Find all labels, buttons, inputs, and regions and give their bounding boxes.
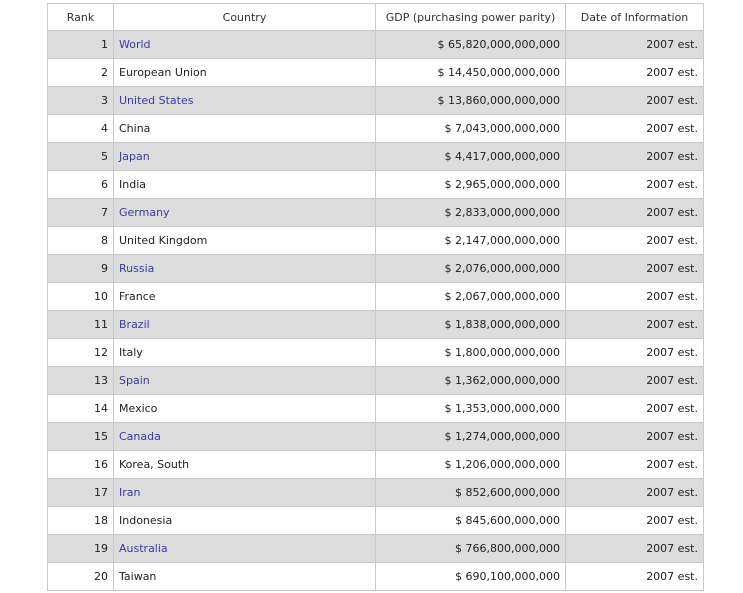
header-row [48,4,704,31]
country-cell: Taiwan [114,563,376,591]
table-row [48,451,704,479]
gdp-cell: $ 690,100,000,000 [376,563,566,591]
rank-cell: 11 [48,311,114,339]
country-link[interactable]: Canada [114,423,376,451]
table-row [48,563,704,591]
country-link[interactable]: Germany [114,199,376,227]
table-row [48,283,704,311]
gdp-cell: $ 766,800,000,000 [376,535,566,563]
country-cell: Indonesia [114,507,376,535]
country-cell: China [114,115,376,143]
date-cell: 2007 est. [566,199,704,227]
table-header [48,4,704,31]
country-link[interactable]: Iran [114,479,376,507]
table-row [48,171,704,199]
date-cell: 2007 est. [566,115,704,143]
table-row [48,199,704,227]
table-body [48,31,704,591]
country-column-header[interactable]: Country [114,4,376,31]
gdp-cell: $ 14,450,000,000,000 [376,59,566,87]
gdp-cell: $ 4,417,000,000,000 [376,143,566,171]
date-cell: 2007 est. [566,367,704,395]
gdp-cell: $ 845,600,000,000 [376,507,566,535]
table-row [48,255,704,283]
table-row [48,339,704,367]
rank-cell: 7 [48,199,114,227]
date-cell: 2007 est. [566,451,704,479]
date-cell: 2007 est. [566,395,704,423]
rank-cell: 18 [48,507,114,535]
rank-cell: 6 [48,171,114,199]
date-cell: 2007 est. [566,479,704,507]
date-cell: 2007 est. [566,87,704,115]
gdp-cell: $ 2,965,000,000,000 [376,171,566,199]
country-link[interactable]: United States [114,87,376,115]
table-row [48,423,704,451]
country-cell: United Kingdom [114,227,376,255]
country-link[interactable]: Australia [114,535,376,563]
gdp-cell: $ 7,043,000,000,000 [376,115,566,143]
rank-cell: 3 [48,87,114,115]
rank-cell: 16 [48,451,114,479]
country-cell: India [114,171,376,199]
table-row [48,143,704,171]
date-cell: 2007 est. [566,339,704,367]
country-link[interactable]: Japan [114,143,376,171]
date-cell: 2007 est. [566,227,704,255]
gdp-ranking-table-container [47,3,703,591]
date-cell: 2007 est. [566,507,704,535]
date-cell: 2007 est. [566,59,704,87]
rank-cell: 19 [48,535,114,563]
country-link[interactable]: Brazil [114,311,376,339]
rank-cell: 10 [48,283,114,311]
gdp-cell: $ 1,838,000,000,000 [376,311,566,339]
date-cell: 2007 est. [566,311,704,339]
date-cell: 2007 est. [566,171,704,199]
country-link[interactable]: World [114,31,376,59]
gdp-cell: $ 13,860,000,000,000 [376,87,566,115]
date-cell: 2007 est. [566,143,704,171]
table-row [48,87,704,115]
country-cell: Italy [114,339,376,367]
table-row [48,31,704,59]
date-cell: 2007 est. [566,563,704,591]
rank-cell: 5 [48,143,114,171]
rank-cell: 8 [48,227,114,255]
rank-cell: 1 [48,31,114,59]
rank-cell: 9 [48,255,114,283]
country-cell: European Union [114,59,376,87]
rank-cell: 12 [48,339,114,367]
table-row [48,367,704,395]
rank-cell: 20 [48,563,114,591]
date-column-header[interactable]: Date of Information [566,4,704,31]
table-row [48,59,704,87]
date-cell: 2007 est. [566,535,704,563]
date-cell: 2007 est. [566,283,704,311]
gdp-cell: $ 1,206,000,000,000 [376,451,566,479]
gdp-cell: $ 2,076,000,000,000 [376,255,566,283]
table-row [48,479,704,507]
rank-cell: 2 [48,59,114,87]
gdp-cell: $ 1,362,000,000,000 [376,367,566,395]
rank-cell: 4 [48,115,114,143]
table-row [48,311,704,339]
country-cell: France [114,283,376,311]
country-link[interactable]: Spain [114,367,376,395]
date-cell: 2007 est. [566,31,704,59]
date-cell: 2007 est. [566,423,704,451]
rank-cell: 14 [48,395,114,423]
rank-cell: 15 [48,423,114,451]
table-row [48,227,704,255]
country-cell: Mexico [114,395,376,423]
gdp-column-header[interactable]: GDP (purchasing power parity) [376,4,566,31]
table-row [48,395,704,423]
gdp-cell: $ 852,600,000,000 [376,479,566,507]
rank-cell: 13 [48,367,114,395]
rank-column-header[interactable]: Rank [48,4,114,31]
rank-cell: 17 [48,479,114,507]
table-row [48,115,704,143]
table-row [48,535,704,563]
gdp-cell: $ 2,067,000,000,000 [376,283,566,311]
gdp-cell: $ 2,147,000,000,000 [376,227,566,255]
gdp-ranking-table [47,3,704,591]
gdp-cell: $ 65,820,000,000,000 [376,31,566,59]
gdp-cell: $ 1,353,000,000,000 [376,395,566,423]
gdp-cell: $ 1,274,000,000,000 [376,423,566,451]
table-row [48,507,704,535]
country-cell: Korea, South [114,451,376,479]
gdp-cell: $ 1,800,000,000,000 [376,339,566,367]
gdp-cell: $ 2,833,000,000,000 [376,199,566,227]
country-link[interactable]: Russia [114,255,376,283]
date-cell: 2007 est. [566,255,704,283]
